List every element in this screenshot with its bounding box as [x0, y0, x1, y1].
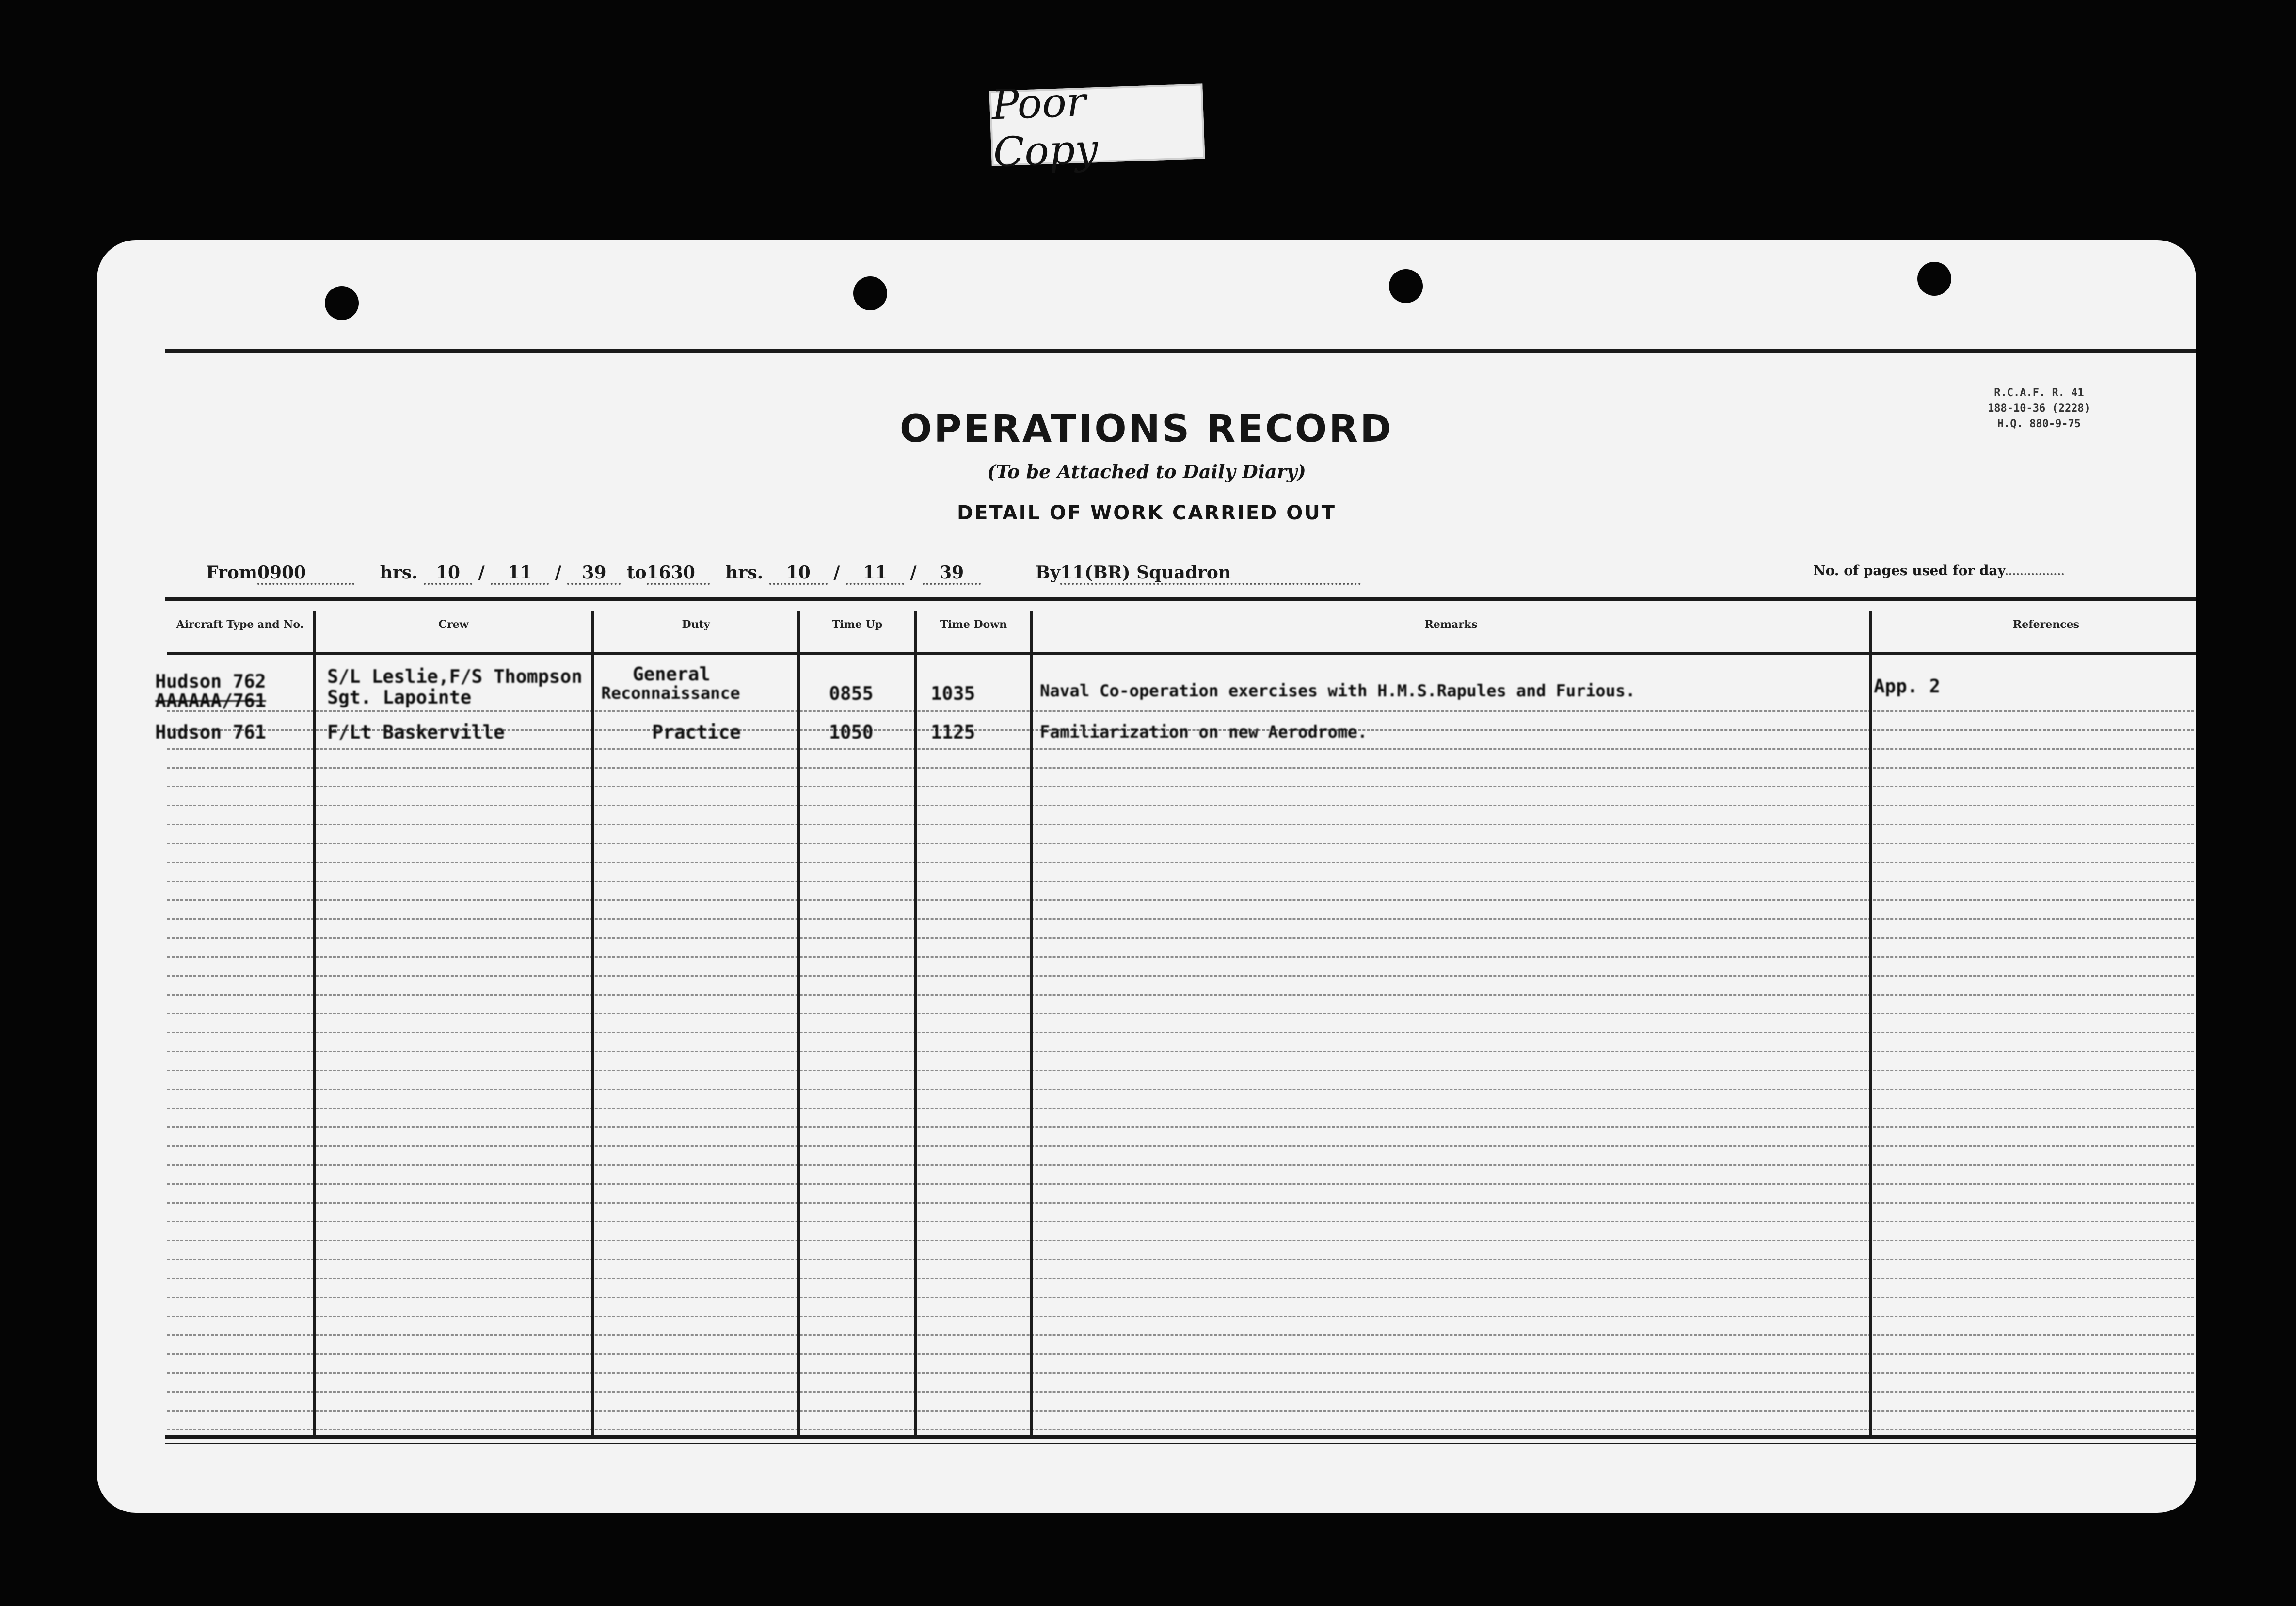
- punch-hole-2: [853, 276, 887, 310]
- pages-label: No. of pages used for day: [1813, 562, 2006, 578]
- ruled-line: [167, 1278, 2196, 1279]
- ruled-line: [167, 1145, 2196, 1147]
- ruled-line: [167, 1240, 2196, 1241]
- punch-hole-3: [1389, 269, 1423, 303]
- ruled-line: [167, 899, 2196, 901]
- row1-reference: App. 2: [1874, 675, 1941, 697]
- row2-time-up: 1050: [829, 722, 874, 743]
- ruled-line: [167, 1126, 2196, 1128]
- poor-copy-note: [989, 78, 1205, 176]
- row1-aircraft-struck: AAAAAA/761: [155, 690, 266, 711]
- ruled-line: [167, 956, 2196, 958]
- ruled-line: [167, 805, 2196, 806]
- from-label: From: [206, 562, 257, 583]
- row2-remarks: Familiarization on new Aerodrome.: [1040, 723, 1368, 742]
- bottom-rule-thin: [165, 1443, 2196, 1444]
- ruled-line: [167, 1259, 2196, 1260]
- header-rule: [165, 597, 2196, 601]
- row2-aircraft: Hudson 761: [155, 722, 266, 743]
- column-divider: [313, 611, 316, 1435]
- form-code-line: H.Q. 880-9-75: [1997, 418, 2081, 430]
- pages-used: [1813, 562, 2064, 587]
- operations-record-card: [97, 240, 2196, 1513]
- ruled-line: [167, 748, 2196, 750]
- hrs-label: hrs.: [380, 562, 418, 583]
- ruled-line: [167, 1391, 2196, 1393]
- row1-duty-line2: Reconnaissance: [601, 684, 740, 703]
- col-remarks: Remarks: [1424, 618, 1478, 631]
- ruled-line: [167, 975, 2196, 977]
- from-day: 10: [424, 562, 472, 585]
- ruled-line: [167, 843, 2196, 844]
- row2-duty: Practice: [652, 722, 741, 743]
- column-divider: [591, 611, 594, 1435]
- to-day: 10: [769, 562, 828, 585]
- col-crew: Crew: [438, 618, 469, 631]
- row1-duty: General: [633, 663, 711, 685]
- row1-time-up: 0855: [829, 683, 874, 704]
- col-aircraft: Aircraft Type and No.: [176, 618, 304, 631]
- row1-crew: S/L Leslie,F/S Thompson: [327, 666, 583, 687]
- ruled-line: [167, 1051, 2196, 1052]
- ruled-line: [167, 1013, 2196, 1014]
- column-divider: [1869, 611, 1872, 1435]
- section-title: DETAIL OF WORK CARRIED OUT: [957, 502, 1337, 524]
- ruled-line: [167, 937, 2196, 939]
- ruled-line: [167, 710, 2196, 712]
- ruled-line: [167, 1089, 2196, 1090]
- row1-time-down: 1035: [931, 683, 975, 704]
- ruled-line: [167, 767, 2196, 769]
- record-table: [155, 611, 2196, 1435]
- col-time-up: Time Up: [831, 618, 883, 631]
- ruled-line: [167, 1108, 2196, 1109]
- punch-hole-4: [1917, 262, 1951, 296]
- from-year: 39: [567, 562, 621, 585]
- ruled-line: [167, 1316, 2196, 1317]
- row1-aircraft: Hudson 762: [155, 671, 266, 692]
- column-divider: [797, 611, 800, 1435]
- top-rule: [165, 349, 2196, 353]
- bottom-rule: [165, 1435, 2196, 1439]
- ruled-line: [167, 1429, 2196, 1430]
- ruled-line: [167, 1221, 2196, 1222]
- ruled-line: [167, 1164, 2196, 1166]
- ruled-line: [167, 881, 2196, 882]
- column-header-rule: [167, 652, 2196, 655]
- ruled-line: [167, 1032, 2196, 1033]
- ruled-line: [167, 1372, 2196, 1374]
- ruled-line: [167, 1410, 2196, 1412]
- form-code: [1988, 385, 2090, 432]
- pages-value: [2006, 573, 2064, 575]
- form-subtitle: (To be Attached to Daily Diary): [987, 461, 1306, 482]
- ruled-line: [167, 1297, 2196, 1298]
- ruled-line: [167, 786, 2196, 787]
- ruled-line: [167, 862, 2196, 863]
- to-month: 11: [846, 562, 904, 585]
- column-divider: [1030, 611, 1033, 1435]
- ruled-line: [167, 994, 2196, 996]
- row1-crew-line2: Sgt. Lapointe: [327, 687, 472, 708]
- ruled-line: [167, 1353, 2196, 1355]
- row2-time-down: 1125: [931, 722, 975, 743]
- hrs-label: hrs.: [725, 562, 764, 583]
- form-title: OPERATIONS RECORD: [900, 407, 1393, 451]
- col-references: References: [2012, 618, 2080, 631]
- date-range: From0900 hrs. 10 / 11 / 39 to1630 hrs. 10 / 11 / 39 By11(BR) Squadron: [206, 562, 1361, 587]
- ruled-line: [167, 1202, 2196, 1204]
- row1-remarks: Naval Co-operation exercises with H.M.S.Rapules and Furious.: [1040, 681, 1636, 701]
- ruled-line: [167, 1183, 2196, 1185]
- punch-hole-1: [325, 286, 359, 320]
- by-label: By: [1035, 562, 1061, 583]
- row2-crew: F/Lt Baskerville: [327, 722, 505, 743]
- squadron: 11(BR) Squadron: [1060, 562, 1361, 585]
- form-code-line: R.C.A.F. R. 41: [1994, 387, 2084, 399]
- column-divider: [914, 611, 917, 1435]
- ruled-line: [167, 1334, 2196, 1336]
- col-time-down: Time Down: [940, 618, 1007, 631]
- to-year: 39: [923, 562, 981, 585]
- col-duty: Duty: [682, 618, 710, 631]
- ruled-line: [167, 1070, 2196, 1071]
- form-code-line: 188-10-36 (2228): [1988, 402, 2090, 415]
- to-time: 1630: [647, 562, 710, 585]
- note-text: Poor Copy: [990, 78, 1099, 176]
- ruled-line: [167, 918, 2196, 920]
- ruled-line: [167, 824, 2196, 825]
- from-month: 11: [491, 562, 549, 585]
- from-time: 0900: [257, 562, 354, 585]
- to-label: to: [627, 562, 647, 583]
